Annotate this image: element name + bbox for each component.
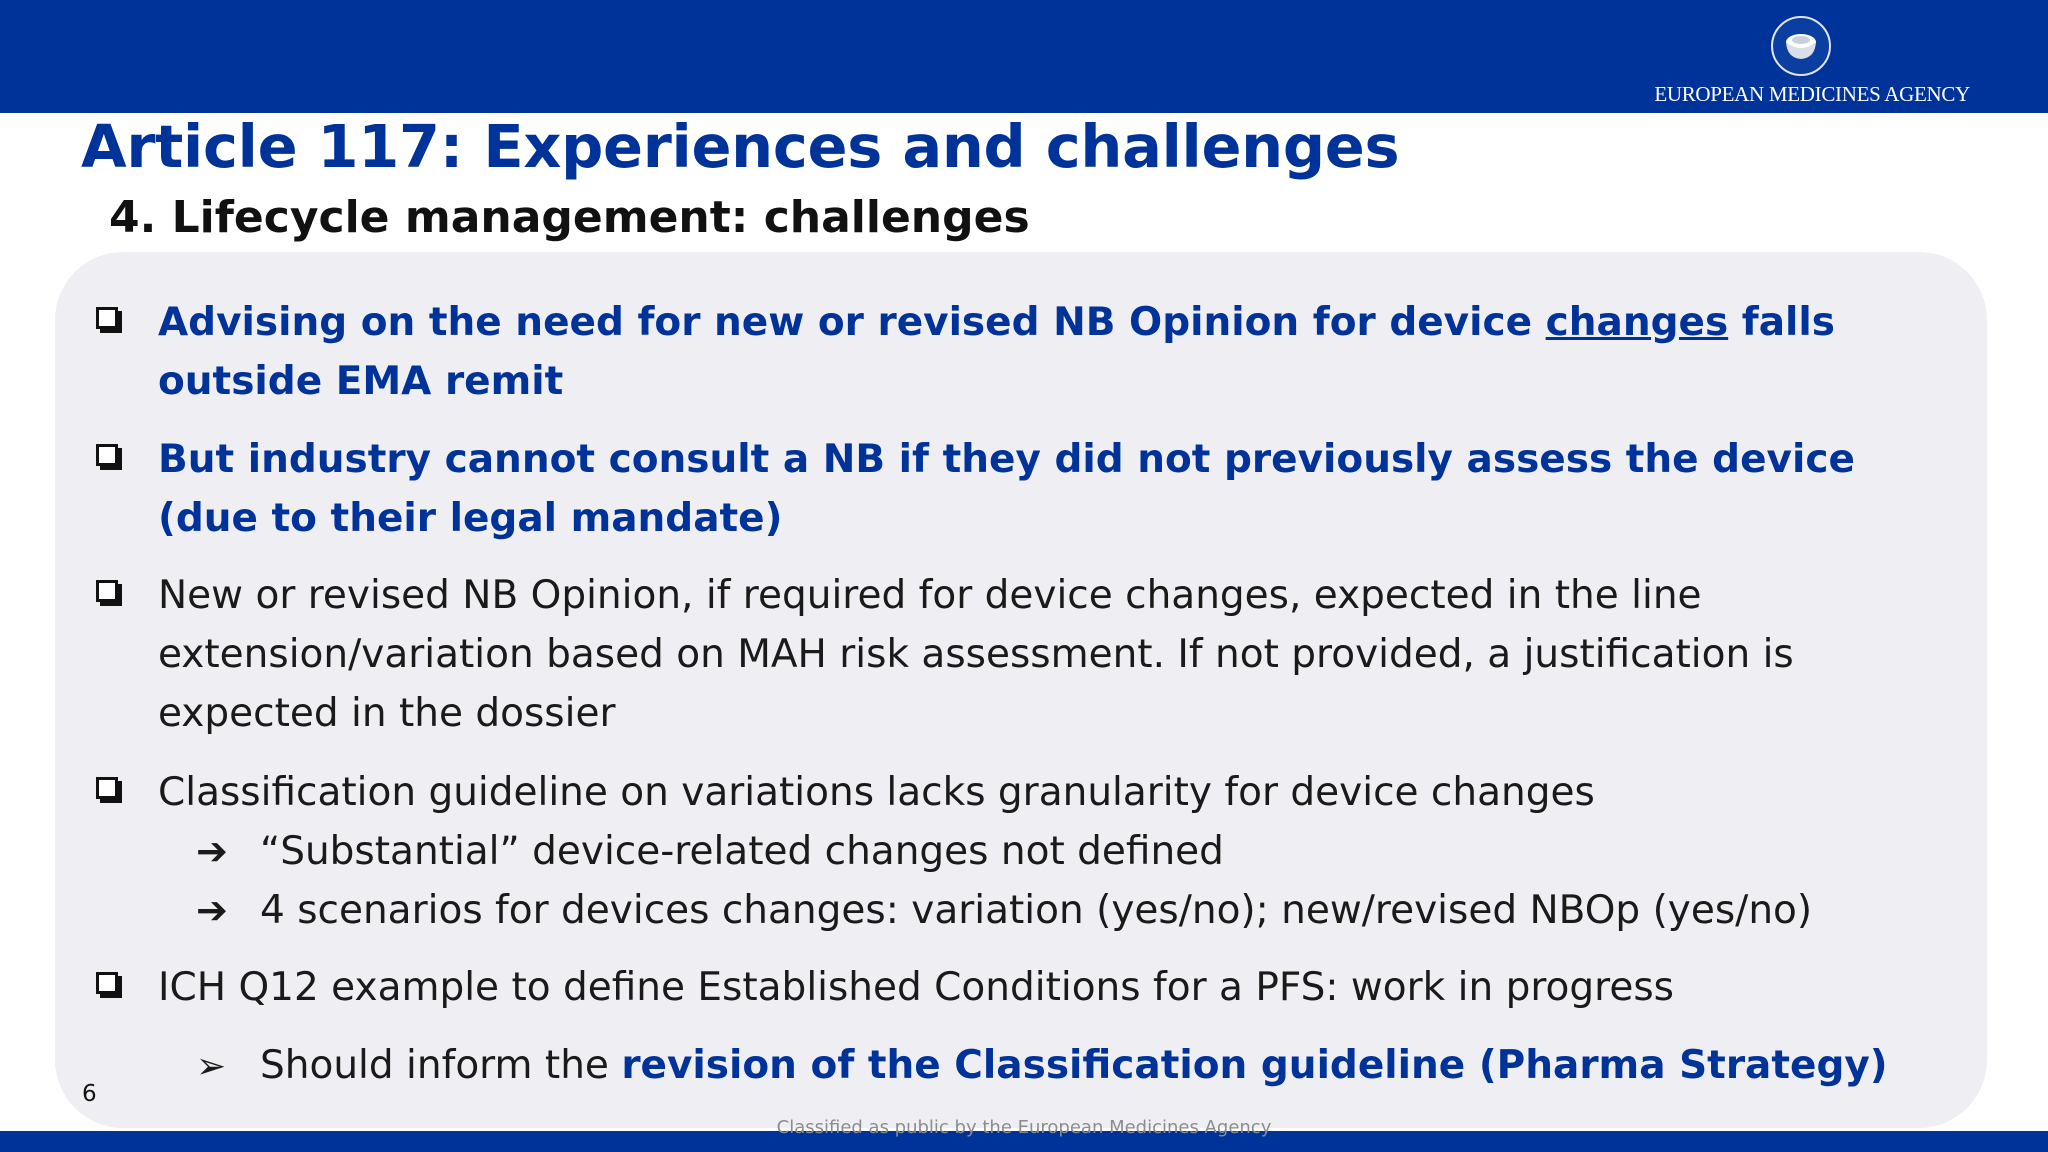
triangle-bullet-icon: ➢ <box>196 1046 227 1087</box>
underlined-word: changes <box>1545 300 1729 345</box>
bullet-text: Advising on the need for new or revised NB Opinion for device changes falls outside EMA remit <box>158 300 1835 404</box>
bullet-item <box>96 566 1966 743</box>
sub-bullet: ➔ 4 scenarios for devices changes: variation (yes/no); new/revised NBOp (yes/no) <box>196 881 1996 940</box>
classification-label: Classified as public by the European Medicines Agency <box>776 1117 1272 1138</box>
agency-name: EUROPEAN MEDICINES AGENCY <box>1654 82 1970 106</box>
bullet-text: But industry cannot consult a NB if they did not previously assess the device (due to their legal mandate) <box>158 437 1855 541</box>
slide-subtitle: 4. Lifecycle management: challenges <box>109 192 1030 243</box>
arrow-right-icon: ➔ <box>196 888 228 932</box>
checkbox-bullet-icon <box>96 580 118 602</box>
bullet-text: ICH Q12 example to define Established Conditions for a PFS: work in progress <box>158 965 1674 1010</box>
ema-logo-icon <box>1771 16 1831 76</box>
header-bar <box>0 0 2048 113</box>
page-number: 6 <box>82 1081 97 1107</box>
agency-logo <box>1640 16 1970 108</box>
arrow-right-icon: ➔ <box>196 829 228 873</box>
checkbox-bullet-icon <box>96 307 118 329</box>
bullet-text: Classification guideline on variations lacks granularity for device changes <box>158 770 1595 815</box>
bullet-item <box>96 958 1966 1017</box>
sub-bullet: ➢ Should inform the revision of the Classification guideline (Pharma Strategy) <box>196 1036 1996 1096</box>
checkbox-bullet-icon <box>96 444 118 466</box>
bullet-item <box>96 430 1966 548</box>
checkbox-bullet-icon <box>96 777 118 799</box>
bullet-text: New or revised NB Opinion, if required for device changes, expected in the line extension/variation based on MAH risk assessment. If not provided, a justification is expected in the dossier <box>158 573 1794 736</box>
slide-title: Article 117: Experiences and challenges <box>81 112 1400 181</box>
sub-bullet: ➔ “Substantial” device-related changes not defined <box>196 822 1996 881</box>
bullet-item <box>96 293 1966 411</box>
checkbox-bullet-icon <box>96 972 118 994</box>
highlighted-text: revision of the Classification guideline (Pharma Strategy) <box>621 1043 1888 1088</box>
bullet-item <box>96 763 1966 822</box>
